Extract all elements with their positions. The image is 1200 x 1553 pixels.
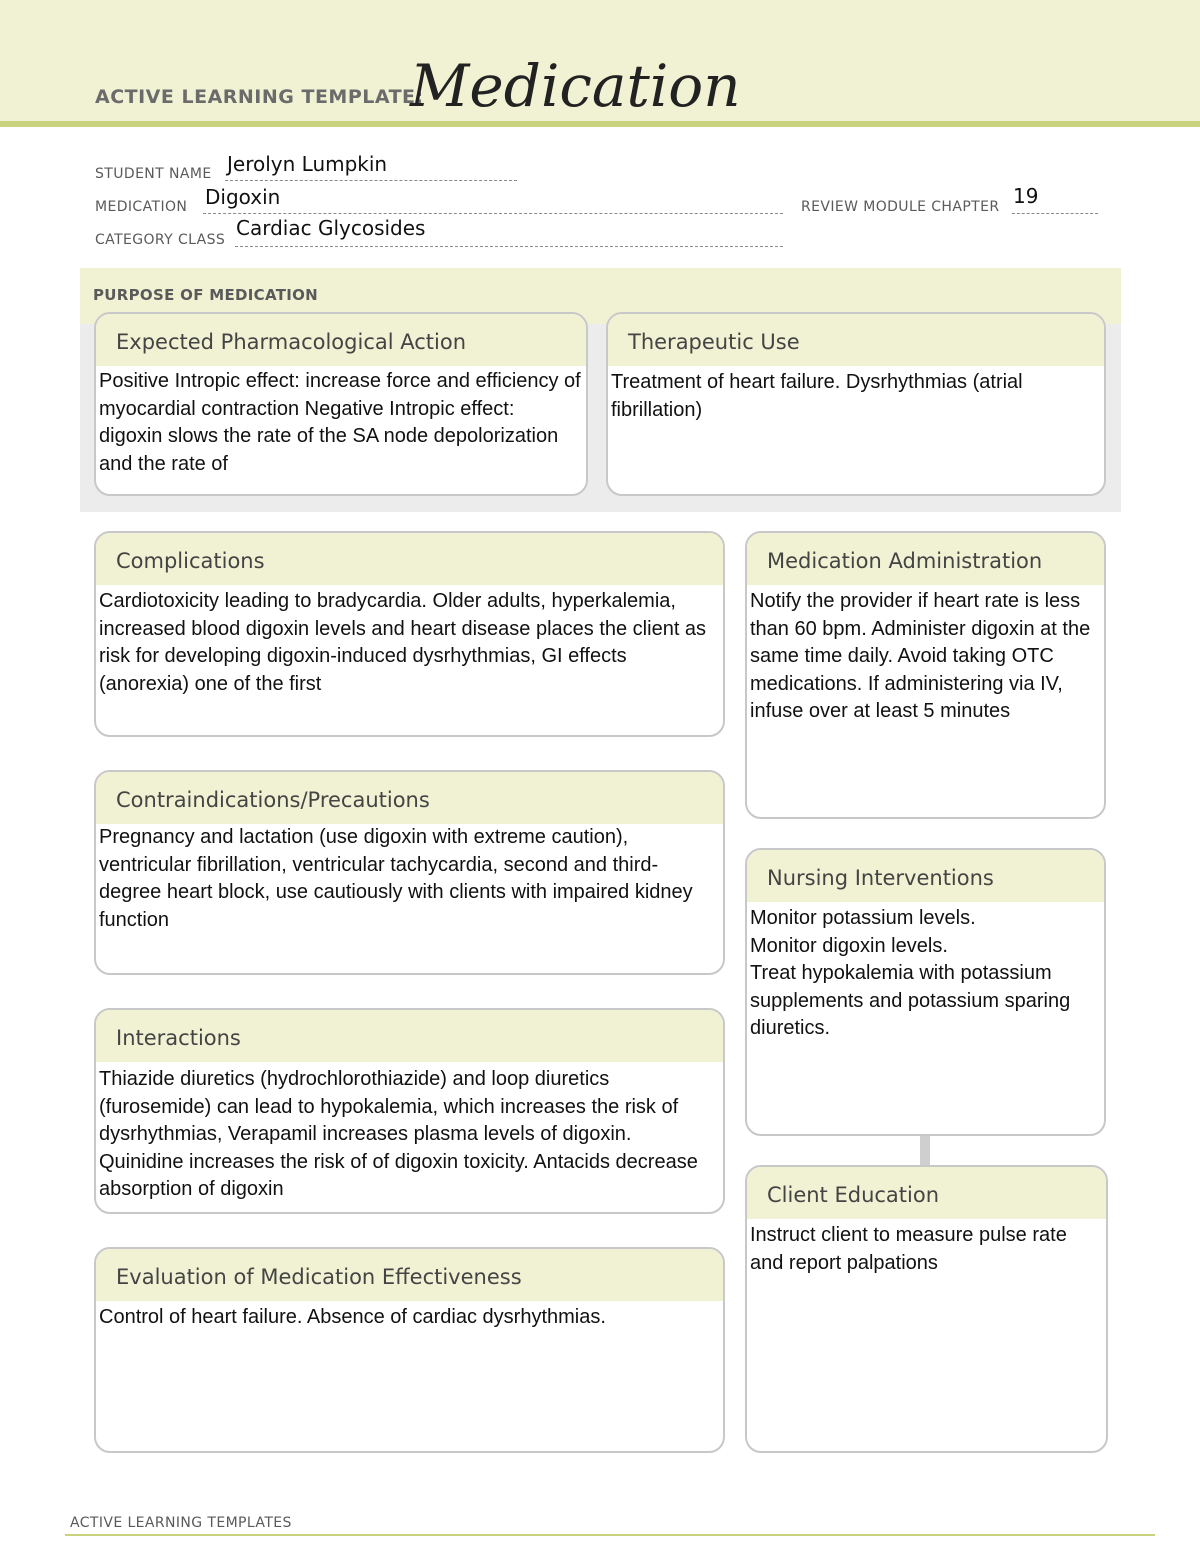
interactions-heading: Interactions	[96, 1010, 723, 1062]
evaluation-box	[94, 1247, 725, 1453]
interactions-box	[94, 1008, 725, 1214]
medication-field[interactable]: Digoxin	[205, 185, 281, 209]
expected-action-heading: Expected Pharmacological Action	[96, 314, 586, 366]
nursing-interventions-text[interactable]	[747, 902, 1104, 1043]
category-class-line	[235, 246, 783, 247]
nursing-interventions-box	[745, 848, 1106, 1136]
review-module-line	[1012, 213, 1098, 214]
complications-heading: Complications	[96, 533, 723, 585]
interactions-text[interactable]: Thiazide diuretics (hydrochlorothiazide) and loop diuretics (furosemide) can lead to hypokalemia, which increases the risk of dysrhythmias, Verapamil increases plasma levels of digoxin. Quinidine increases the risk of of digoxin toxicity. Antacids decrease absorption of digoxin	[99, 1068, 698, 1200]
purpose-title: PURPOSE OF MEDICATION	[93, 286, 319, 304]
therapeutic-use-heading: Therapeutic Use	[608, 314, 1104, 366]
box-connector	[920, 1136, 930, 1166]
template-label: ACTIVE LEARNING TEMPLATE:	[95, 86, 424, 108]
nursing-line: Monitor potassium levels.	[750, 907, 976, 929]
nursing-line: Treat hypokalemia with potassium supplements and potassium sparing diuretics.	[750, 962, 1071, 1039]
expected-action-text[interactable]: Positive Intropic effect: increase force and efficiency of myocardial contraction Negative Intropic effect: digoxin slows the rate of the SA node depolorization and the rate of	[99, 370, 581, 475]
footer-rule	[65, 1534, 1155, 1536]
administration-box	[745, 531, 1106, 819]
review-module-field[interactable]: 19	[1013, 184, 1039, 208]
evaluation-text[interactable]: Control of heart failure. Absence of cardiac dysrhythmias.	[99, 1306, 606, 1328]
administration-heading: Medication Administration	[747, 533, 1104, 585]
nursing-interventions-heading: Nursing Interventions	[747, 850, 1104, 902]
nursing-line: Monitor digoxin levels.	[750, 934, 948, 957]
review-module-label: REVIEW MODULE CHAPTER	[801, 199, 1000, 215]
medication-label: MEDICATION	[95, 199, 188, 215]
client-education-text[interactable]: Instruct client to measure pulse rate and report palpations	[750, 1224, 1067, 1274]
therapeutic-use-box	[606, 312, 1106, 496]
complications-box	[94, 531, 725, 737]
expected-action-box	[94, 312, 588, 496]
client-education-box	[745, 1165, 1108, 1453]
contraindications-box	[94, 770, 725, 975]
header-rule	[0, 121, 1200, 127]
complications-text[interactable]: Cardiotoxicity leading to bradycardia. Older adults, hyperkalemia, increased blood digoxin levels and heart disease places the client as risk for developing digoxin-induced dysrhythmias, GI effects (anorexia) one of the first	[99, 590, 707, 695]
contraindications-heading: Contraindications/Precautions	[96, 772, 723, 824]
category-class-label: CATEGORY CLASS	[95, 232, 226, 248]
therapeutic-use-text[interactable]: Treatment of heart failure. Dysrhythmias (atrial fibrillation)	[611, 371, 1023, 421]
medication-line	[203, 213, 783, 214]
administration-text[interactable]: Notify the provider if heart rate is less than 60 bpm. Administer digoxin at the same time daily. Avoid taking OTC medications. If administering via IV, infuse over at least 5 minutes	[750, 590, 1091, 722]
client-education-heading: Client Education	[747, 1167, 1106, 1219]
category-class-field[interactable]: Cardiac Glycosides	[236, 216, 426, 240]
student-name-field[interactable]: Jerolyn Lumpkin	[227, 152, 388, 176]
contraindications-text[interactable]: Pregnancy and lactation (use digoxin with extreme caution), ventricular fibrillation, ventricular tachycardia, second and third-degree heart block, use cautiously with clients with impaired kidney function	[99, 826, 693, 931]
evaluation-heading: Evaluation of Medication Effectiveness	[96, 1249, 723, 1301]
page-title: Medication	[410, 52, 741, 120]
student-name-line	[225, 180, 517, 181]
footer-label: ACTIVE LEARNING TEMPLATES	[70, 1515, 292, 1531]
student-name-label: STUDENT NAME	[95, 166, 212, 182]
